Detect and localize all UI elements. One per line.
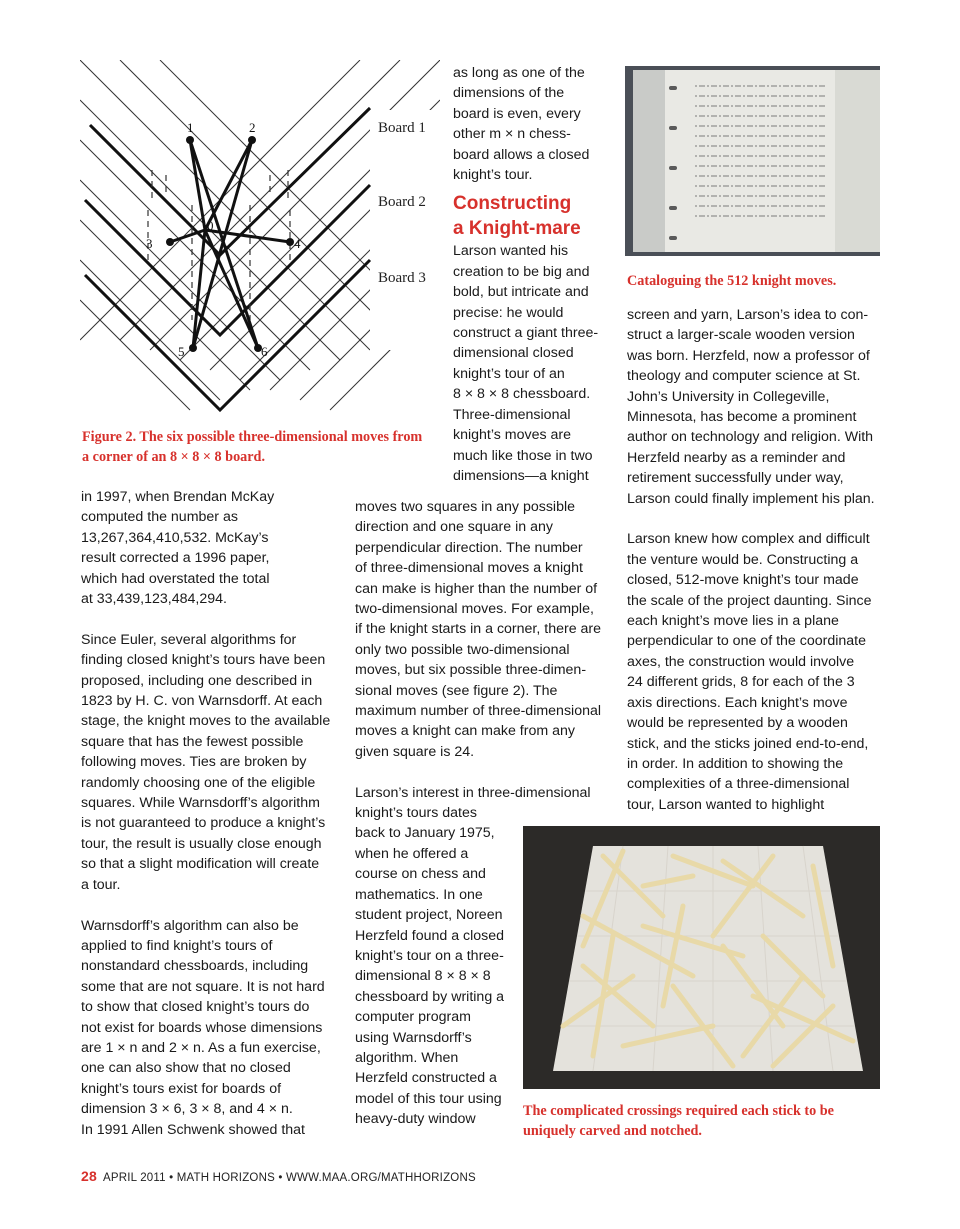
paragraph <box>81 916 336 1140</box>
text-line: knight’s tours exist for boards of <box>81 1080 282 1097</box>
caption-line: a corner of an 8 × 8 × 8 board. <box>82 449 265 465</box>
text-line: of three-dimensional moves a knight <box>355 560 583 577</box>
text-line: in 1997, when Brendan McKay <box>81 489 275 505</box>
text-line: mathematics. In one <box>355 886 483 903</box>
node-label-4: 4 <box>294 236 301 251</box>
text-line: in order. In addition to showing the <box>627 755 844 772</box>
text-line: maximum number of three-dimensional <box>355 703 602 720</box>
text-line: Larson wanted his <box>453 243 569 260</box>
board-label-3: Board 3 <box>378 270 426 286</box>
text-line: computed the number as <box>81 509 238 526</box>
text-line: screen and yarn, Larson’s idea to con- <box>627 307 869 323</box>
text-line: dimensional 8 × 8 × 8 <box>355 968 491 985</box>
heading-line: a Knight-mare <box>453 218 581 240</box>
text-line: squares. While Warnsdorff’s algorithm <box>81 795 320 812</box>
text-line: direction and one square in any <box>355 519 553 536</box>
text-line: moves a knight can make from any <box>355 723 576 740</box>
text-line: using Warnsdorff’s <box>355 1029 472 1046</box>
text-line: finding closed knight’s tours have been <box>81 652 326 669</box>
caption-line: uniquely carved and notched. <box>523 1123 702 1139</box>
text-line: was born. Herzfeld, now a professor of <box>627 347 870 364</box>
text-line: board allows a closed <box>453 146 590 163</box>
board-label-1: Board 1 <box>378 120 426 136</box>
text-line: much like those in two <box>453 447 593 464</box>
text-line: Three-dimensional <box>453 406 571 423</box>
text-line: moves, but six possible three-dimen- <box>355 662 587 679</box>
text-line: bold, but intricate and <box>453 284 589 301</box>
text-line: axes, the construction would involve <box>627 653 855 670</box>
text-line: the scale of the project daunting. Since <box>627 592 872 609</box>
text-line: two-dimensional moves. For example, <box>355 601 594 618</box>
board-label-2: Board 2 <box>378 194 426 210</box>
text-line: author on technology and religion. With <box>627 429 874 446</box>
text-line: course on chess and <box>355 866 486 883</box>
text-line: following moves. Ties are broken by <box>81 754 307 771</box>
text-line: chessboard by writing a <box>355 988 505 1005</box>
text-line: complexities of a three-dimensional <box>627 776 850 793</box>
node-label-3: 3 <box>146 236 153 251</box>
text-line: struct a larger-scale wooden version <box>627 327 855 344</box>
text-line: algorithm. When <box>355 1049 459 1066</box>
text-line: Herzfeld constructed a <box>355 1070 497 1087</box>
caption-line: Figure 2. The six possible three-dimensional moves from <box>82 429 423 445</box>
paragraph <box>627 305 887 509</box>
text-line: Herzfeld nearby as a reminder and <box>627 449 846 466</box>
footer-text: APRIL 2011 • MATH HORIZONS • WWW.MAA.ORG/MATHHORIZONS <box>102 1172 476 1184</box>
paragraph <box>355 497 610 762</box>
text-line: can make is higher than the number of <box>355 580 598 597</box>
right-column <box>627 305 887 815</box>
paragraph <box>627 529 887 815</box>
text-line: when he offered a <box>355 845 469 862</box>
text-line: to show that closed knight’s tours do <box>81 999 310 1016</box>
text-line: construct a giant three- <box>453 325 599 342</box>
text-line: knight’s tours dates <box>355 805 477 822</box>
node-label-5: 5 <box>178 344 185 359</box>
text-line: knight’s tour on a three- <box>355 947 504 964</box>
page-number: 28 <box>81 1168 97 1184</box>
text-line: would be represented by a wooden <box>627 715 848 732</box>
text-line: Larson knew how complex and difficult <box>627 531 870 548</box>
text-line: is not guaranteed to produce a knight’s <box>81 815 326 832</box>
text-line: 24 different grids, 8 for each of the 3 <box>627 674 855 691</box>
text-line: square that has the fewest possible <box>81 733 304 750</box>
figure-2-diagram <box>80 60 440 420</box>
text-line: 8 × 8 × 8 chessboard. <box>453 386 591 403</box>
text-line: 13,267,364,410,532. McKay’s <box>81 529 269 546</box>
node-label-1: 1 <box>187 120 194 135</box>
text-line: creation to be big and <box>453 263 590 280</box>
text-line: nonstandard chessboards, including <box>81 958 309 975</box>
text-line: dimensions—a knight <box>453 467 589 484</box>
text-line: board is even, every <box>453 105 581 122</box>
text-line: theology and computer science at St. <box>627 368 861 385</box>
text-line: as long as one of the <box>453 65 585 81</box>
text-line: only two possible two-dimensional <box>355 641 570 658</box>
text-line: tour, the result is usually close enough <box>81 835 322 852</box>
figure-2-caption <box>82 427 442 467</box>
text-line: randomly choosing one of the eligible <box>81 774 316 791</box>
page-footer <box>81 1168 476 1184</box>
text-line: each knight’s move lies in a plane <box>627 613 839 630</box>
text-line: knight’s moves are <box>453 427 572 444</box>
text-line: stage, the knight moves to the available <box>81 713 331 730</box>
text-line: given square is 24. <box>355 743 475 760</box>
text-line: the venture would be. Constructing a <box>627 551 859 568</box>
text-line: knight’s tour. <box>453 167 533 184</box>
text-line: heavy-duty window <box>355 1111 476 1128</box>
text-line: Herzfeld found a closed <box>355 927 505 944</box>
text-line: computer program <box>355 1009 471 1026</box>
text-line: not exist for boards whose dimensions <box>81 1019 323 1036</box>
section-heading <box>453 191 613 241</box>
text-line: perpendicular direction. The number <box>355 539 583 556</box>
text-line: In 1991 Allen Schwenk showed that <box>81 1121 305 1138</box>
text-line: student project, Noreen <box>355 907 503 924</box>
text-line: if the knight starts in a corner, there are <box>355 621 602 638</box>
text-line: tour, Larson wanted to highlight <box>627 796 825 813</box>
text-line: applied to find knight’s tours of <box>81 937 273 954</box>
text-line: result corrected a 1996 paper, <box>81 550 270 567</box>
text-line: stick, and the sticks joined end-to-end, <box>627 735 869 752</box>
wooden-model-caption <box>523 1101 883 1141</box>
node-label-0: 0 <box>207 218 214 233</box>
text-line: model of this tour using <box>355 1090 502 1107</box>
text-line: Warnsdorff’s algorithm can also be <box>81 917 299 934</box>
text-line: closed, 512-move knight’s tour made <box>627 572 859 589</box>
text-line: at 33,439,123,484,294. <box>81 591 227 608</box>
text-line: Since Euler, several algorithms for <box>81 631 297 648</box>
binder-photo-caption: Cataloguing the 512 knight moves. <box>627 273 837 289</box>
text-line: are 1 × n and 2 × n. As a fun exercise, <box>81 1039 321 1056</box>
middle-column-top <box>453 63 613 486</box>
text-line: one can also show that no closed <box>81 1060 291 1077</box>
wooden-model-photo <box>523 826 880 1089</box>
text-line: sional moves (see figure 2). The <box>355 682 558 699</box>
text-line: knight’s tour of an <box>453 365 565 382</box>
paragraph <box>81 487 336 609</box>
heading-line: Constructing <box>453 193 572 215</box>
text-line: axis directions. Each knight’s move <box>627 694 848 711</box>
text-line: other m × n chess- <box>453 126 571 143</box>
text-line: so that a slight modification will create <box>81 856 320 873</box>
text-line: 1823 by H. C. von Warnsdorff. At each <box>81 693 323 710</box>
node-label-2: 2 <box>249 120 256 135</box>
text-line: Larson’s interest in three-dimensional <box>355 784 591 801</box>
text-line: back to January 1975, <box>355 825 495 842</box>
paragraph <box>81 630 336 895</box>
text-line: some that are not square. It is not hard <box>81 978 325 995</box>
text-line: precise: he would <box>453 304 564 321</box>
text-line: Minnesota, has become a prominent <box>627 409 857 426</box>
text-line: which had overstated the total <box>81 570 270 587</box>
text-line: perpendicular to one of the coordinate <box>627 633 866 650</box>
text-line: proposed, including one described in <box>81 672 313 689</box>
text-line: dimensions of the <box>453 85 565 102</box>
text-line: a tour. <box>81 876 121 893</box>
left-column <box>81 487 336 1140</box>
text-line: Larson could finally implement his plan. <box>627 490 875 507</box>
text-line: moves two squares in any possible <box>355 499 576 515</box>
text-line: retirement successfully under way, <box>627 470 844 487</box>
text-line: John’s University in Collegeville, <box>627 388 830 405</box>
text-line: dimensional closed <box>453 345 574 362</box>
binder-photo <box>625 66 880 256</box>
node-label-6: 6 <box>261 344 268 359</box>
caption-line: The complicated crossings required each stick to be <box>523 1103 834 1119</box>
text-line: dimension 3 × 6, 3 × 8, and 4 × n. <box>81 1101 293 1118</box>
